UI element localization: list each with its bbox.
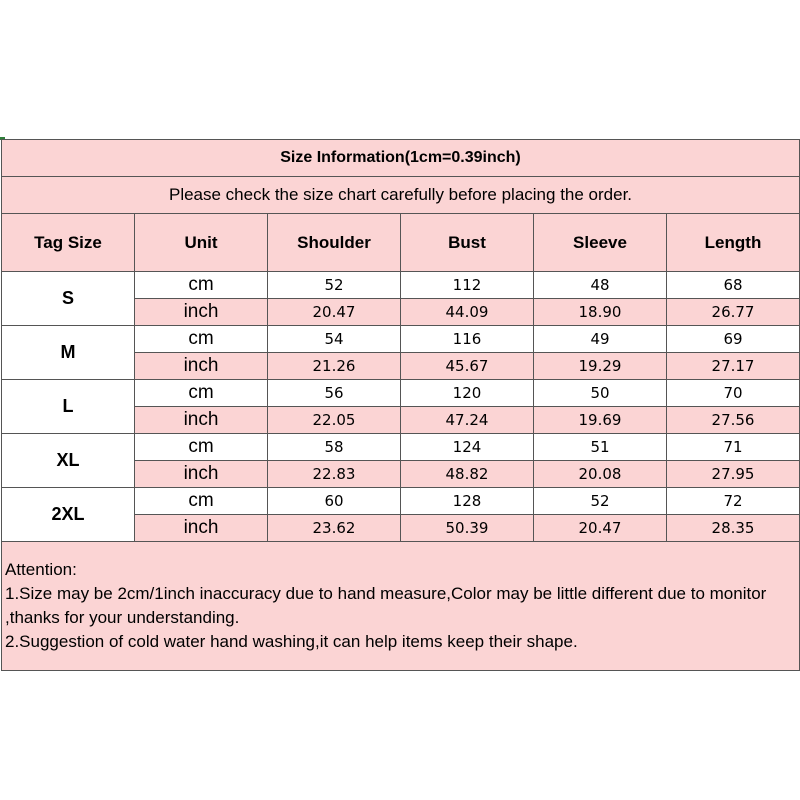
bust-value: 50.39 (401, 515, 534, 542)
length-value: 69 (667, 326, 800, 353)
attention-heading: Attention: (5, 560, 77, 579)
attention-line-1: 1.Size may be 2cm/1inch inaccuracy due to hand measure,Color may be little different due to monitor ,thanks for your understanding. (5, 584, 767, 627)
attention-line-2: 2.Suggestion of cold water hand washing,it can help items keep their shape. (5, 632, 578, 651)
shoulder-value: 23.62 (268, 515, 401, 542)
sleeve-value: 48 (534, 272, 667, 299)
title-row (2, 140, 800, 177)
unit-label: cm (135, 272, 268, 299)
shoulder-value: 56 (268, 380, 401, 407)
bust-value: 112 (401, 272, 534, 299)
bust-value: 116 (401, 326, 534, 353)
bust-value: 124 (401, 434, 534, 461)
shoulder-value: 58 (268, 434, 401, 461)
length-value: 26.77 (667, 299, 800, 326)
size-label: M (2, 326, 135, 380)
bust-value: 45.67 (401, 353, 534, 380)
header-length: Length (667, 214, 800, 272)
shoulder-value: 21.26 (268, 353, 401, 380)
bust-value: 44.09 (401, 299, 534, 326)
attention-row (2, 542, 800, 671)
shoulder-value: 20.47 (268, 299, 401, 326)
size-row-l-cm (2, 380, 800, 407)
bust-value: 48.82 (401, 461, 534, 488)
shoulder-value: 22.05 (268, 407, 401, 434)
note-row (2, 177, 800, 214)
length-value: 70 (667, 380, 800, 407)
length-value: 72 (667, 488, 800, 515)
sleeve-value: 52 (534, 488, 667, 515)
sleeve-value: 20.08 (534, 461, 667, 488)
header-shoulder: Shoulder (268, 214, 401, 272)
header-row (2, 214, 800, 272)
unit-label: cm (135, 434, 268, 461)
length-value: 27.17 (667, 353, 800, 380)
size-row-s-cm (2, 272, 800, 299)
size-label: XL (2, 434, 135, 488)
sleeve-value: 19.69 (534, 407, 667, 434)
order-note: Please check the size chart carefully before placing the order. (2, 177, 800, 214)
unit-label: cm (135, 326, 268, 353)
sleeve-value: 50 (534, 380, 667, 407)
size-label: S (2, 272, 135, 326)
shoulder-value: 52 (268, 272, 401, 299)
unit-label: cm (135, 488, 268, 515)
size-row-2xl-cm (2, 488, 800, 515)
unit-label: inch (135, 461, 268, 488)
unit-label: cm (135, 380, 268, 407)
bust-value: 128 (401, 488, 534, 515)
sleeve-value: 51 (534, 434, 667, 461)
length-value: 28.35 (667, 515, 800, 542)
header-unit: Unit (135, 214, 268, 272)
bust-value: 120 (401, 380, 534, 407)
length-value: 27.95 (667, 461, 800, 488)
header-sleeve: Sleeve (534, 214, 667, 272)
size-label: L (2, 380, 135, 434)
header-bust: Bust (401, 214, 534, 272)
size-row-m-cm (2, 326, 800, 353)
shoulder-value: 54 (268, 326, 401, 353)
length-value: 71 (667, 434, 800, 461)
size-chart-table (1, 139, 800, 671)
unit-label: inch (135, 407, 268, 434)
unit-label: inch (135, 353, 268, 380)
header-tag-size: Tag Size (2, 214, 135, 272)
bust-value: 47.24 (401, 407, 534, 434)
length-value: 68 (667, 272, 800, 299)
sleeve-value: 18.90 (534, 299, 667, 326)
size-row-xl-cm (2, 434, 800, 461)
unit-label: inch (135, 515, 268, 542)
size-label: 2XL (2, 488, 135, 542)
shoulder-value: 60 (268, 488, 401, 515)
length-value: 27.56 (667, 407, 800, 434)
sleeve-value: 19.29 (534, 353, 667, 380)
sleeve-value: 20.47 (534, 515, 667, 542)
chart-title: Size Information(1cm=0.39inch) (2, 140, 800, 177)
shoulder-value: 22.83 (268, 461, 401, 488)
unit-label: inch (135, 299, 268, 326)
attention-notes (2, 542, 800, 671)
sleeve-value: 49 (534, 326, 667, 353)
